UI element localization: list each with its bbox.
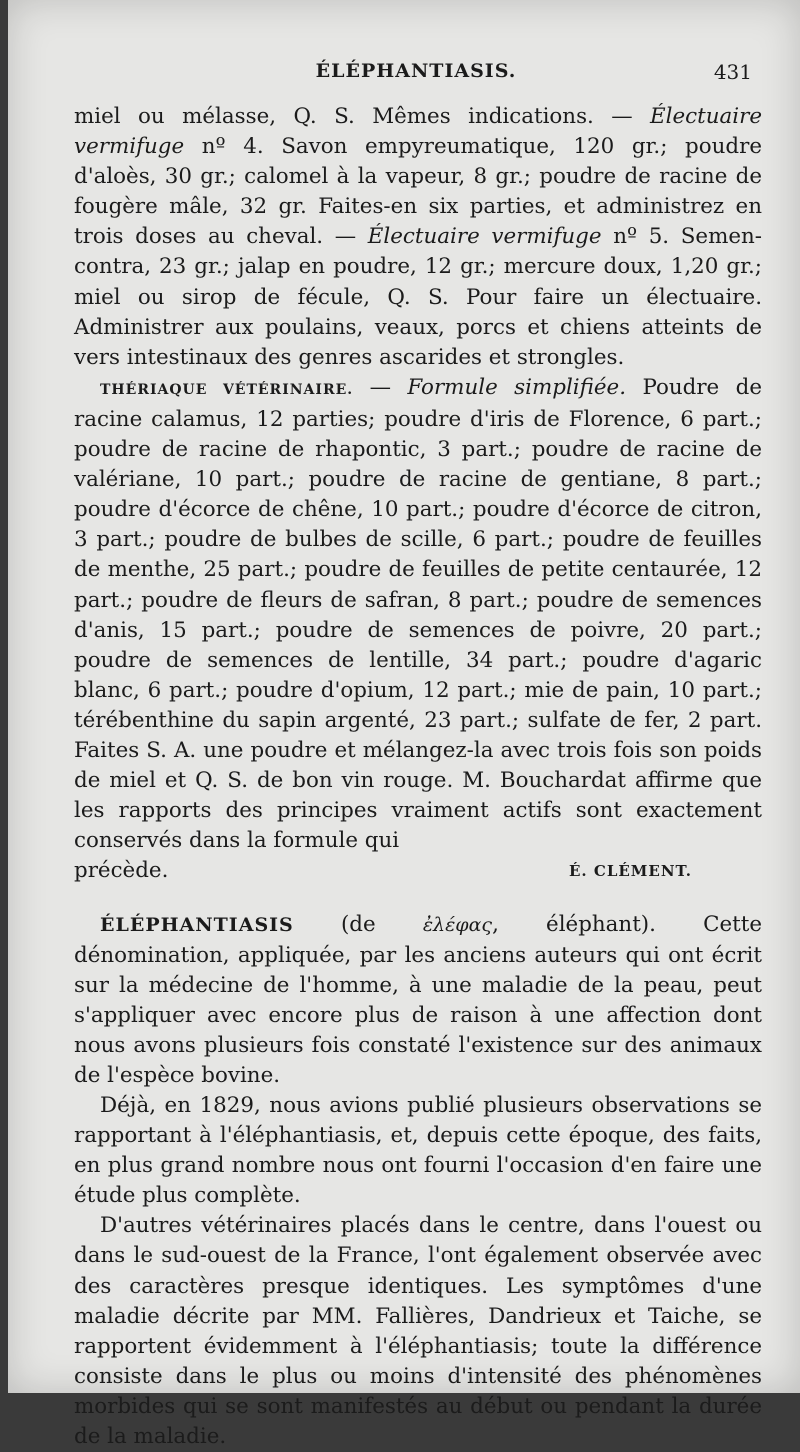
page-number: 431 xyxy=(713,60,752,84)
text-run: miel ou mélasse, Q. S. Mêmes indications. — xyxy=(74,104,651,129)
text-run: Poudre de racine calamus, 12 parties; poudre d'iris de Florence, 6 part.; poudre de racine de rhapontic, 3 part.; poudre de racine de valériane, 10 part.; poudre de racine de gentiane, 8 part.; poudre d'écorce de chêne, 10 part.; poudre d'écorce de citron, 3 part.; poudre de bulbes de scille, 6 part.; poudre de feuilles de menthe, 25 part.; poudre de feuilles de petite centaurée, 12 part.; poudre de fleurs de safran, 8 part.; poudre de semences d'anis, 15 part.; poudre de semences de poivre, 20 part.; poudre de semences de lentille, 34 part.; poudre d'agaric blanc, 6 part.; poudre d'opium, 12 part.; mie de pain, 10 part.; térébenthine du sapin argenté, 23 part.; sulfate de fer, 2 part. Faites S. A. une poudre et mélangez-la avec trois fois son poids de miel et Q. S. de bon vin rouge. M. Bouchardat affirme que les rapports des principes vraiment actifs sont exactement conservés dans la formule qui xyxy=(74,374,762,854)
entry-heading: ÉLÉPHANTIASIS xyxy=(100,914,294,937)
paragraph-1829: Déjà, en 1829, nous avions publié plusieurs observations se rapportant à l'éléphantiasis, et, depuis cette époque, des faits, en plus grand nombre nous ont fourni l'occasion d'en faire une étude plus complète. xyxy=(74,1093,762,1209)
text-run: — xyxy=(353,374,408,400)
signature-line xyxy=(74,856,762,886)
paragraph-theriaque xyxy=(74,373,762,857)
author-signature: É. CLÉMENT. xyxy=(569,862,692,881)
text-run: nº 5. Semen-contra, 23 gr.; jalap en poudre, 12 gr.; mercure doux, 1,20 gr.; miel ou sirop de fécule, Q. S. Pour faire un électuaire. Administrer aux poulains, veaux, porcs et chiens atteints de vers intestinaux des genres ascarides et strongles. xyxy=(74,224,763,370)
italic-run: Formule simplifiée. xyxy=(407,374,627,400)
text-run: , éléphant). Cette dénomination, appliquée, par les anciens auteurs qui ont écrit sur la médecine de l'homme, à une maladie de la peau, peut s'appliquer avec encore plus de raison à une affection dont nous avons plusieurs fois constaté l'existence sur des animaux de l'espèce bovine. xyxy=(74,912,762,1088)
text-run: (de xyxy=(293,912,423,938)
page-body xyxy=(74,102,762,1452)
entry-heading: THÉRIAQUE VÉTÉRINAIRE. xyxy=(100,381,354,398)
book-page xyxy=(8,0,800,1450)
text-run: nº 4. Savon empyreumatique, 120 gr.; poudre d'aloès, 30 gr.; calomel à la vapeur, 8 gr.; poudre de racine de fougère mâle, 32 gr. Faites-en six parties, et administrez en trois doses au cheval. — xyxy=(74,134,762,250)
greek-word: ἐλέφας xyxy=(422,914,493,937)
running-title: ÉLÉPHANTIASIS. xyxy=(315,60,517,82)
page-header xyxy=(80,60,752,90)
italic-run: Électuaire vermifuge xyxy=(74,104,762,160)
italic-run: Électuaire vermifuge xyxy=(367,224,602,250)
text-run: précède. xyxy=(74,858,169,884)
paragraph-vermifuge xyxy=(74,102,762,373)
paragraph-other-veterinarians: D'autres vétérinaires placés dans le centre, dans l'ouest ou dans le sud-ouest de la France, l'ont également observée avec des caractères presque identiques. Les symptômes d'une maladie décrite par MM. Fallières, Dandrieux et Taiche, se rapportent évidemment à l'éléphantiasis; toute la différence consiste dans le plus ou moins d'intensité des phénomènes morbides qui se sont manifestés au début ou pendant la durée de la maladie. xyxy=(74,1213,762,1450)
paragraph-elephantiasis-definition xyxy=(74,910,762,1091)
